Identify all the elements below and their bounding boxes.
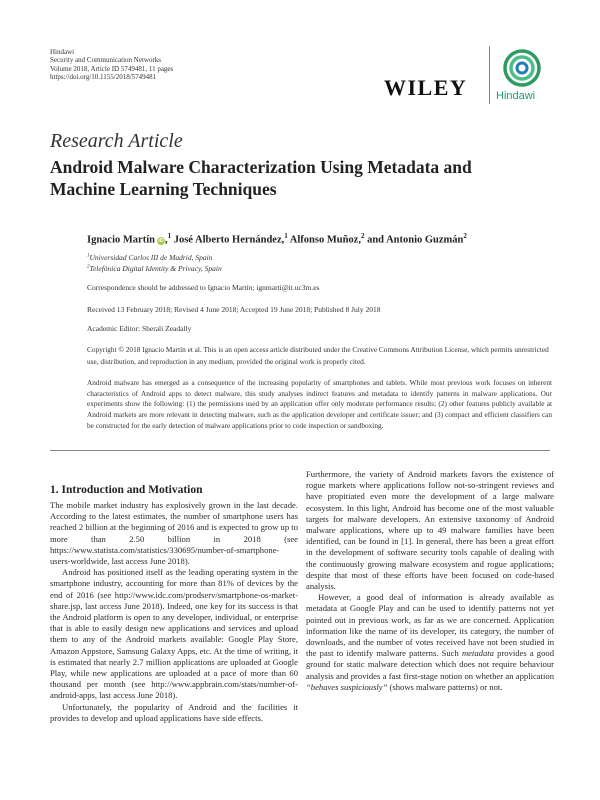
journal-doi-link[interactable]: https://doi.org/10.1155/2018/5749481: [50, 73, 157, 82]
paragraph: The mobile market industry has explosively grown in the last decade. According to the latest estimates, the number of smartphone users has reached 2 billion at the beginning of 2016 and is expected to grow up to more than 2.50 billion in 2018 (see https://www.statista.com/statistics/330695/number-of-smartphone-users-worldwide, last access June 2018).: [50, 500, 298, 567]
copyright-notice: Copyright © 2018 Ignacio Martín et al. This is an open access article distributed under the Creative Commons Attribution License, which permits unrestricted use, distribution, and reproduction in any medium, provided the original work is properly cited.: [87, 345, 549, 366]
right-column: [306, 469, 554, 693]
author-name[interactable]: José Alberto Hernández: [173, 234, 282, 246]
article-dates: Received 13 February 2018; Revised 4 June 2018; Accepted 19 June 2018; Published 8 July 2018: [87, 305, 381, 314]
journal-name: Security and Communication Networks: [50, 56, 162, 65]
affiliation-1: $^1$Universidad Carlos III de Madrid, Spain: [87, 253, 213, 262]
paragraph: Android has positioned itself as the leading operating system in the smartphone industry, accounting for more than 81% of devices by the end of 2016 (see http://www.idc.com/prodserv/smartphone-os-market-share.jsp, last access June 2018). Indeed, one key for its success is that the Android platform is open to any developer, individual, or enterprise that is able to easily design new applications and services and upload them to any of the Android markets available: Google Play Store, Amazon Appstore, Samsung Galaxy Apps, etc. At the time of writing, it is estimated that nearly 2.7 million applications are uploaded at Google Play, while new applications are uploaded at a pace of more than 60 thousand per month (see http://www.appbrain.com/stats/number-of-android-apps, last access June 2018).: [50, 567, 298, 701]
logo-divider: [489, 46, 490, 104]
author-affil-ref: 1: [167, 232, 172, 240]
orcid-icon[interactable]: iD: [158, 237, 164, 244]
journal-publisher: Hindawi: [50, 48, 75, 56]
abstract: Android malware has emerged as a consequence of the increasing popularity of smartphones and tablets. While most previous work focuses on inherent characteristics of Android apps to detect malware, this study analyses indirect features and metadata to identify patterns in malware applications. Our experiments show the following: (1) the permissions used by an application offer only moderate performance results; (2) other features publicly available at Android markets are more relevant in detecting malware, such as the application developer and certificate issuer; and (3) compact and efficient classifiers can be constructed for the early detection of malware applications prior to code inspection or sandboxing.: [87, 378, 552, 430]
author-list: Ignacio Martín iD,$^1$ José Alberto Hernández,$^1$ Alfonso Muñoz,$^2$ and Antonio Guzmán$^2$: [87, 232, 467, 246]
wiley-logo: WILEY: [384, 75, 468, 100]
author-name[interactable]: Alfonso Muñoz: [289, 234, 359, 246]
publisher-logos: [384, 42, 554, 104]
section-heading: 1. Introduction and Motivation: [50, 484, 203, 496]
hindawi-logo-icon: [499, 48, 545, 88]
article-type: Research Article: [50, 130, 183, 152]
author-affil-ref: 1: [284, 232, 288, 240]
affiliation-2: $^2$Telefónica Digital Identity & Privacy, Spain: [87, 264, 222, 273]
author-name[interactable]: Ignacio Martín: [87, 234, 155, 246]
paragraph: Unfortunately, the popularity of Android and the facilities it provides to develop and upload applications have side effects.: [50, 701, 298, 723]
article-title: Android Malware Characterization Using Metadata and Machine Learning Techniques: [50, 157, 472, 199]
left-column: [50, 500, 298, 724]
author-connector: and: [367, 234, 385, 246]
journal-volume: Volume 2018, Article ID 5749481, 11 pages: [50, 64, 174, 73]
author-name[interactable]: Antonio Guzmán: [386, 234, 464, 246]
paragraph: However, a good deal of information is already available as metadata at Google Play and can be used to identify patterns not yet pointed out in previous work, as far as we are concerned. Application information like the name of its developer, its category, the number of downloads, and the number of votes received have not been studied in the past to identify malware patterns. Such metadata provides a good ground for static malware detection which does not require behaviour analysis and provides a fast first-stage notion on whether an application “behaves suspiciously” (shows malware patterns) or not.: [306, 592, 554, 692]
hindawi-logo-text: Hindawi: [496, 90, 536, 102]
section-divider: [50, 450, 550, 451]
paragraph: Furthermore, the variety of Android markets favors the existence of rogue markets where applications follow not-so-stringent reviews and have propitiated even more the development of a large malware ecosystem. In this light, Android has become one of the most valuable targets for malware developers. An extensive taxonomy of Android malware applications, where up to 49 malware families have been identified, can be found in [1]. In general, there has been a great effort in the development of software security tools capable of dealing with the continuously growing malware ecosystem and rogue applications; despite that most of these efforts have been focused on code-based analysis.: [306, 469, 554, 592]
correspondence: Correspondence should be addressed to Ignacio Martín; ignmarti@it.uc3m.es: [87, 283, 320, 292]
author-affil-ref: 2: [463, 232, 467, 240]
journal-meta: [50, 48, 173, 82]
author-affil-ref: 2: [360, 232, 365, 240]
academic-editor: Academic Editor: Sherali Zeadally: [87, 324, 192, 333]
